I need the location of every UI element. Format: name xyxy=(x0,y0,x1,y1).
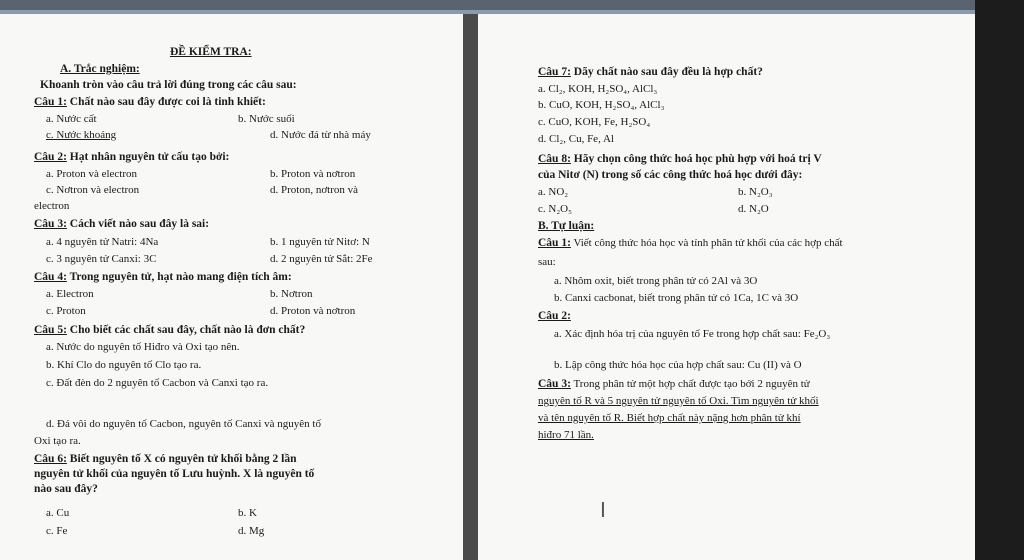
q5-option-d-cont: Oxi tạo ra. xyxy=(34,435,81,447)
q3-option-b[interactable]: b. 1 nguyên tử Nitơ: N xyxy=(270,236,370,248)
question-1: Câu 1: Chất nào sau đây được coi là tinh khiết: xyxy=(34,96,266,108)
question-7: Câu 7: Dãy chất nào sau đây đều là hợp chất? xyxy=(538,66,763,78)
document-page-left xyxy=(0,14,463,560)
q2-option-b[interactable]: b. Proton và nơtron xyxy=(270,168,356,180)
q2-option-d-cont: electron xyxy=(34,200,70,212)
q4-option-d[interactable]: d. Proton và nơtron xyxy=(270,305,356,317)
page-divider xyxy=(463,14,478,560)
essay-question-1: Câu 1: Viết công thức hóa học và tính phân tử khối của các hợp chất xyxy=(538,237,843,249)
q2-option-d[interactable]: d. Proton, nơtron và xyxy=(270,184,359,196)
q7-option-a[interactable]: a. Cl₂, KOH, H₂SO₄, AlCl₃ xyxy=(538,83,658,95)
q5-option-a[interactable]: a. Nước do nguyên tố Hiđro và Oxi tạo nên. xyxy=(46,341,240,353)
question-3: Câu 3: Cách viết nào sau đây là sai: xyxy=(34,218,210,230)
q5-option-b[interactable]: b. Khí Clo do nguyên tố Clo tạo ra. xyxy=(46,359,202,371)
question-8-line-2: của Nitơ (N) trong số các công thức hoá học dưới đây: xyxy=(538,169,803,181)
q7-option-d[interactable]: d. Cl₂, Cu, Fe, Al xyxy=(538,133,614,145)
essay-2-part-b: b. Lập công thức hóa học của hợp chất sau: Cu (II) và O xyxy=(554,359,802,371)
q4-option-a[interactable]: a. Electron xyxy=(46,288,94,300)
q1-option-d[interactable]: d. Nước đá từ nhà máy xyxy=(270,129,371,141)
q2-option-a[interactable]: a. Proton và electron xyxy=(46,168,138,180)
document-page-right xyxy=(478,14,975,560)
essay-1-part-a: a. Nhôm oxit, biết trong phân tử có 2Al và 3O xyxy=(554,275,758,287)
question-6-line-3: nào sau đây? xyxy=(34,483,98,495)
q1-option-b[interactable]: b. Nước suối xyxy=(238,113,295,125)
q7-option-c[interactable]: c. CuO, KOH, Fe, H₂SO₄ xyxy=(538,116,651,128)
text-cursor-icon: I xyxy=(600,498,606,522)
q4-option-b[interactable]: b. Nơtron xyxy=(270,288,313,300)
q5-option-d[interactable]: d. Đá vôi do nguyên tố Cacbon, nguyên tố Canxi và nguyên tố xyxy=(46,418,321,430)
instruction: Khoanh tròn vào câu trả lời đúng trong các câu sau: xyxy=(40,79,297,91)
essay-2-part-a: a. Xác định hóa trị của nguyên tố Fe trong hợp chất sau: Fe₂O₃ xyxy=(554,328,831,340)
q8-option-b[interactable]: b. N₂O₃ xyxy=(738,186,773,198)
q2-option-c[interactable]: c. Nơtron và electron xyxy=(46,184,140,196)
essay-question-3-line-2: nguyên tố R và 5 nguyên tử nguyên tố Oxi. Tìm nguyên tử khối xyxy=(538,395,819,407)
section-a-heading xyxy=(60,62,140,76)
essay-question-3-line-3: và tên nguyên tố R. Biết hợp chất này nặng hơn phân tử khí xyxy=(538,412,801,424)
q6-option-b[interactable]: b. K xyxy=(238,507,257,519)
essay-1-part-b: b. Canxi cacbonat, biết trong phân tử có 1Ca, 1C và 3O xyxy=(554,292,799,304)
exam-title: ĐỀ KIỂM TRA: xyxy=(170,46,252,58)
question-6: Câu 6: Biết nguyên tố X có nguyên tử khối bằng 2 lần xyxy=(34,453,297,465)
side-panel xyxy=(975,0,1024,560)
q6-option-c[interactable]: c. Fe xyxy=(46,525,68,537)
essay-question-3-line-4: hiđro 71 lần. xyxy=(538,429,594,441)
essay-question-1-cont: sau: xyxy=(538,256,556,268)
q1-option-c[interactable]: c. Nước khoáng xyxy=(46,129,117,141)
question-6-line-2: nguyên tử khối của nguyên tố Lưu huỳnh. X là nguyên tố xyxy=(34,468,315,480)
q4-option-c[interactable]: c. Proton xyxy=(46,305,86,317)
q7-option-b[interactable]: b. CuO, KOH, H₂SO₄, AlCl₃ xyxy=(538,99,665,111)
q3-option-c[interactable]: c. 3 nguyên tử Canxi: 3C xyxy=(46,253,157,265)
q6-option-d[interactable]: d. Mg xyxy=(238,525,265,537)
q8-option-c[interactable]: c. N₂O₅ xyxy=(538,203,572,215)
q8-option-a[interactable]: a. NO₂ xyxy=(538,186,569,198)
question-2: Câu 2: Hạt nhân nguyên tử cấu tạo bởi: xyxy=(34,151,230,163)
q5-option-c[interactable]: c. Đất đèn do 2 nguyên tố Cacbon và Canxi tạo ra. xyxy=(46,377,269,389)
section-a-label: A. Trắc nghiệm: xyxy=(60,63,140,75)
essay-question-3: Câu 3: Trong phân tử một hợp chất được tạo bởi 2 nguyên tử xyxy=(538,378,810,390)
section-b-heading: B. Tự luận: xyxy=(538,220,595,232)
q3-option-d[interactable]: d. 2 nguyên tử Sắt: 2Fe xyxy=(270,253,373,265)
q1-option-a[interactable]: a. Nước cất xyxy=(46,113,97,125)
q6-option-a[interactable]: a. Cu xyxy=(46,507,70,519)
q3-option-a[interactable]: a. 4 nguyên tử Natri: 4Na xyxy=(46,236,159,248)
essay-question-2: Câu 2: xyxy=(538,310,571,322)
question-8: Câu 8: Hãy chọn công thức hoá học phù hợp với hoá trị V xyxy=(538,153,822,165)
q8-option-d[interactable]: d. N₂O xyxy=(738,203,769,215)
question-5: Câu 5: Cho biết các chất sau đây, chất nào là đơn chất? xyxy=(34,324,306,336)
question-4: Câu 4: Trong nguyên tử, hạt nào mang điện tích âm: xyxy=(34,271,292,283)
